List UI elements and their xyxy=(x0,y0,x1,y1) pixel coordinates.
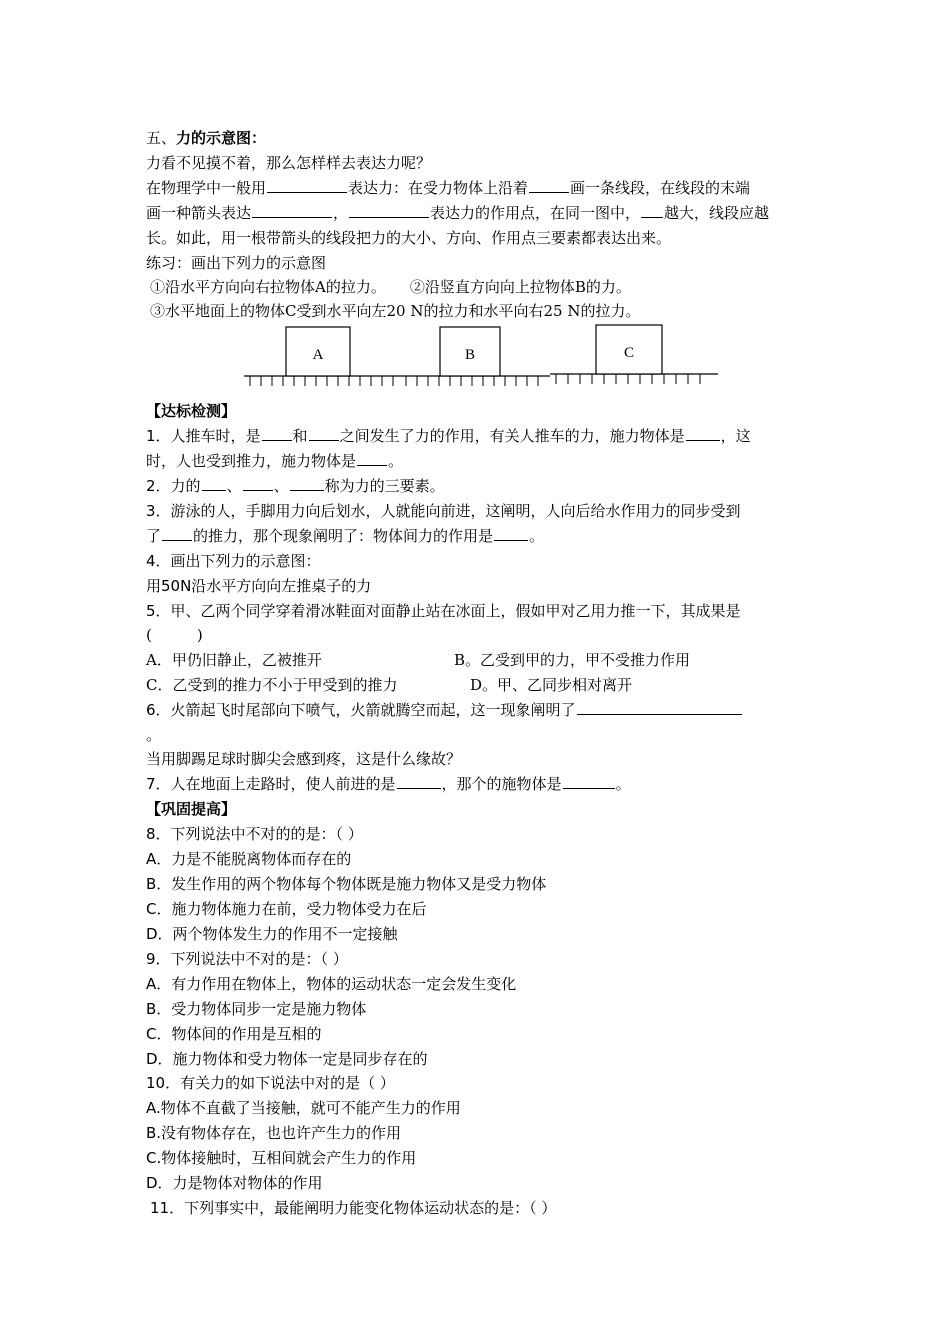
question-8: 8．下列说法中不对的的是：（ ） xyxy=(146,825,363,843)
option-c: C．乙受到的推力不小于甲受到的推力 xyxy=(146,676,398,694)
question-10-option-b: B.没有物体存在，也也许产生力的作用 xyxy=(146,1124,402,1142)
question-9-option-c: C．物体间的作用是互相的 xyxy=(146,1025,322,1043)
question-2: 2．力的 、 、 称为力的三要素。 xyxy=(146,474,816,498)
question-5-answer-parens: ( ) xyxy=(146,626,203,644)
answer-blank[interactable] xyxy=(290,474,324,491)
answer-blank[interactable] xyxy=(397,772,441,789)
answer-blank[interactable] xyxy=(252,201,332,218)
practice-item-3: ③水平地面上的物体C受到水平向左20 N的拉力和水平向右25 N的拉力。 xyxy=(150,302,641,320)
ground-1 xyxy=(244,376,400,386)
answer-blank[interactable] xyxy=(529,176,569,193)
question-8-option-d: D．两个物体发生力的作用不一定接触 xyxy=(146,925,398,943)
section-title: 五、力的示意图： xyxy=(146,129,267,147)
answer-blank[interactable] xyxy=(563,772,615,789)
practice-heading: 练习：画出下列力的示意图 xyxy=(146,254,327,272)
question-4-line-1: 4．画出下列力的示意图： xyxy=(146,552,321,570)
question-8-option-a: A．力是不能脱离物体而存在的 xyxy=(146,850,352,868)
force-diagram xyxy=(238,322,723,392)
question-9-option-b: B．受力物体同步一定是施力物体 xyxy=(146,1000,367,1018)
box-b-label: B xyxy=(464,347,476,363)
question-4-line-2: 用50N沿水平方向向左推桌子的力 xyxy=(146,577,372,595)
question-8-option-c: C．施力物体施力在前，受力物体受力在后 xyxy=(146,900,427,918)
question-9-option-d: D．施力物体和受力物体一定是同步存在的 xyxy=(146,1050,428,1068)
answer-blank[interactable] xyxy=(162,524,192,541)
option-d: D。甲、乙同步相对离开 xyxy=(470,676,633,694)
answer-blank[interactable] xyxy=(243,474,273,491)
option-b: B。乙受到甲的力，甲不受推力作用 xyxy=(454,651,691,669)
question-3-line-2: 了 的推力，那个现象阐明了：物体间力的作用是 。 xyxy=(146,524,816,548)
paragraph-line-2: 画一种箭头表达 ， 表达力的作用点，在同一图中， 越大，线段应越 xyxy=(146,201,816,225)
question-5-options-cd xyxy=(146,673,816,697)
question-9: 9．下列说法中不对的是：（ ） xyxy=(146,950,348,968)
practice-item-1: ①沿水平方向向右拉物体A的拉力。 xyxy=(150,278,386,296)
answer-blank[interactable] xyxy=(686,424,720,441)
section-intro: 力看不见摸不着，那么怎样样去表达力呢？ xyxy=(146,154,432,172)
ground-2 xyxy=(400,376,550,386)
answer-blank[interactable] xyxy=(309,424,339,441)
question-9-option-a: A．有力作用在物体上，物体的运动状态一定会发生变化 xyxy=(146,975,517,993)
answer-blank[interactable] xyxy=(577,698,742,715)
question-6-line-3: 当用脚踢足球时脚尖会感到疼，这是什么缘故？ xyxy=(146,750,462,768)
paragraph-line-3: 长。如此，用一根带箭头的线段把力的大小、方向、作用点三要素都表达出来。 xyxy=(146,229,672,247)
answer-blank[interactable] xyxy=(202,474,226,491)
check-heading: 【达标检测】 xyxy=(146,402,237,420)
question-3-line-1: 3．游泳的人，手脚用力向后划水，人就能向前进，这阐明，人向后给水作用力的同步受到 xyxy=(146,502,741,520)
question-10: 10．有关力的如下说法中对的是（ ） xyxy=(146,1074,395,1092)
answer-blank[interactable] xyxy=(267,176,347,193)
question-10-option-d: D．力是物体对物体的作用 xyxy=(146,1174,323,1192)
answer-blank[interactable] xyxy=(357,449,387,466)
answer-blank[interactable] xyxy=(641,201,663,218)
question-8-option-b: B．发生作用的两个物体每个物体既是施力物体又是受力物体 xyxy=(146,875,547,893)
question-6-line-2: 。 xyxy=(146,726,162,744)
box-c-label: C xyxy=(623,345,635,361)
option-a: A．甲仍旧静止，乙被推开 xyxy=(146,651,322,669)
question-1-line-1: 1．人推车时，是 和 之间发生了力的作用，有关人推车的力，施力物体是 ，这 xyxy=(146,424,816,448)
question-10-option-c: C.物体接触时，互相间就会产生力的作用 xyxy=(146,1149,417,1167)
question-1-line-2: 时，人也受到推力，施力物体是 。 xyxy=(146,449,816,473)
section-title-text: 力的示意图： xyxy=(176,129,267,147)
question-10-option-a: A.物体不直截了当接触，就可不能产生力的作用 xyxy=(146,1099,461,1117)
question-7: 7．人在地面上走路时，使人前进的是 ，那个的施物体是 。 xyxy=(146,772,816,796)
question-5-options-ab xyxy=(146,648,816,672)
question-5-line-1: 5．甲、乙两个同学穿着滑冰鞋面对面静止站在冰面上，假如甲对乙用力推一下，其成果是 xyxy=(146,602,741,620)
practice-items-1-2 xyxy=(150,275,820,299)
answer-blank[interactable] xyxy=(262,424,292,441)
paragraph-line-1: 在物理学中一般用 表达力：在受力物体上沿着 画一条线段，在线段的末端 xyxy=(146,176,816,200)
ground-3 xyxy=(550,374,718,384)
answer-blank[interactable] xyxy=(349,201,429,218)
question-6-line-1: 6．火箭起飞时尾部向下喷气，火箭就腾空而起，这一现象阐明了 xyxy=(146,698,816,722)
answer-blank[interactable] xyxy=(494,524,528,541)
question-11: 11．下列事实中，最能阐明力能变化物体运动状态的是：（ ） xyxy=(150,1199,557,1217)
practice-item-2: ②沿竖直方向向上拉物体B的力。 xyxy=(409,278,631,296)
improve-heading: 【巩固提高】 xyxy=(146,800,237,818)
box-a-label: A xyxy=(312,347,324,363)
